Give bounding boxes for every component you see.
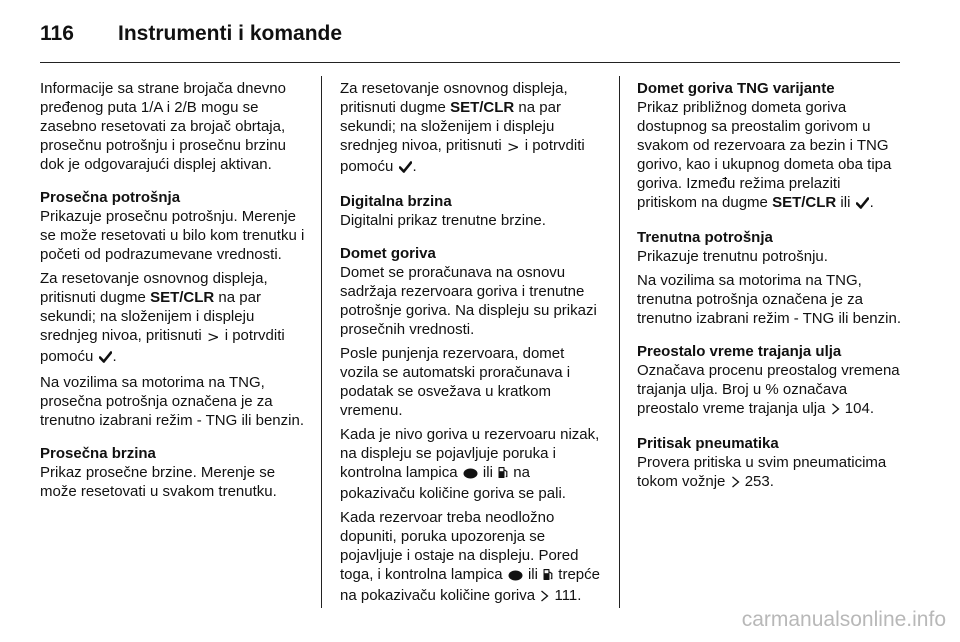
section-oil-life: [637, 342, 901, 420]
paragraph: Provera pritiska u svim pneumaticima tokom vožnje 253.: [637, 453, 901, 493]
warning-lamp-icon: [463, 465, 478, 484]
set-clr-button-label: SET/CLR: [150, 289, 215, 306]
page-reference-icon: [731, 474, 740, 493]
column-divider: [619, 76, 620, 608]
page-reference-icon: [831, 401, 840, 420]
section-digital-speed: [340, 192, 606, 230]
checkmark-icon: [399, 159, 412, 178]
section-tng-range: [637, 79, 901, 214]
checkmark-icon: [856, 195, 869, 214]
paragraph: Na vozilima sa motorima na TNG, trenutna potrošnja označena je za trenutno izabrani režim - TNG ili benzin.: [637, 272, 901, 327]
fuel-pump-icon: [498, 465, 508, 484]
paragraph: Prikaz približnog dometa goriva dostupnog sa preostalim gorivom u svakom od rezervoara za bezin i TNG gorivo, kao i ukupnog dometa oba tipa goriva. Između režima prelaziti pritiskom na dugme SET/CLR ili .: [637, 98, 901, 214]
fuel-pump-icon: [543, 567, 553, 586]
paragraph: Kada rezervoar treba neodložno dopuniti, poruka upozorenja se pojavljuje i ostaje na displeju. Pored toga, i kontrolna lampica ili trepće na pokazivaču količine goriva 111.: [340, 508, 606, 607]
warning-lamp-icon: [508, 567, 523, 586]
chapter-title: Instrumenti i komande: [118, 22, 343, 45]
paragraph: Na vozilima sa motorima na TNG, prosečna potrošnja označena je za trenutno izabrani režim - TNG ili benzin.: [40, 374, 304, 429]
paragraph: Prikaz prosečne brzine. Merenje se može resetovati u svakom trenutku.: [40, 464, 277, 500]
checkmark-icon: [99, 349, 112, 368]
page-reference[interactable]: 111: [554, 587, 578, 604]
section-heading: Domet goriva TNG varijante: [637, 80, 835, 97]
section-current-consumption: [637, 228, 901, 328]
section-heading: Prosečna brzina: [40, 445, 156, 462]
page-number: 116: [40, 22, 74, 45]
watermark: carmanualsonline.info: [741, 608, 946, 631]
column-divider: [321, 76, 322, 608]
column-1: [40, 79, 306, 515]
page-header: [40, 16, 342, 52]
header-rule: [40, 62, 900, 63]
chevron-right-icon: >: [506, 138, 520, 156]
paragraph: Označava procenu preostalog vremena trajanja ulja. Broj u % označava preostalo vreme trajanja ulja 104.: [637, 361, 901, 420]
paragraph: Kada je nivo goriva u rezervoaru nizak, na displeju se pojavljuje poruka i kontrolna lampica ili na pokazivaču količine goriva se pali.: [340, 426, 600, 502]
paragraph: Za resetovanje osnovnog displeja, pritisnuti dugme SET/CLR na par sekundi; na složenijem i displeju srednjeg nivoa, pritisnuti > i potrvditi pomoću .: [40, 269, 306, 368]
section-avg-speed: [40, 444, 306, 501]
column-3: [637, 79, 901, 507]
section-heading: Preostalo vreme trajanja ulja: [637, 343, 842, 360]
page-reference[interactable]: 253: [744, 473, 770, 490]
section-fuel-range: [340, 244, 606, 607]
set-clr-button-label: SET/CLR: [450, 99, 515, 116]
column-2: [340, 79, 606, 621]
paragraph: Prikazuje trenutnu potrošnju.: [637, 248, 828, 265]
section-heading: Trenutna potrošnja: [637, 229, 773, 246]
section-heading: Prosečna potrošnja: [40, 189, 181, 206]
page-reference[interactable]: 104: [844, 400, 870, 417]
section-heading: Domet goriva: [340, 245, 436, 262]
set-clr-button-label: SET/CLR: [772, 194, 837, 211]
page-reference-icon: [540, 588, 549, 607]
section-tyre-pressure: [637, 434, 901, 493]
paragraph: Domet se proračunava na osnovu sadržaja rezervoara goriva i trenutne potrošnje goriva. Na displeju su prikazi prosečnih vrednosti.: [340, 264, 597, 338]
section-heading: Digitalna brzina: [340, 193, 452, 210]
paragraph: Prikazuje prosečnu potrošnju. Merenje se može resetovati u bilo kom trenutku i početi od podrazumevane vrednosti.: [40, 208, 305, 263]
paragraph: Digitalni prikaz trenutne brzine.: [340, 212, 546, 229]
paragraph: Za resetovanje osnovnog displeja, pritisnuti dugme SET/CLR na par sekundi; na složenijem i displeju srednjeg nivoa, pritisnuti > i potrvditi pomoću .: [340, 79, 606, 178]
intro-paragraph: Informacije sa strane brojača dnevno pređenog puta 1/A i 2/B mogu se zasebno resetovati za brojač obrtaja, prosečnu potrošnju i prosečnu brzinu dok je odgovarajući displej aktivan.: [40, 80, 286, 173]
paragraph: Posle punjenja rezervoara, domet vozila se automatski proračunava i podatak se osvežava u kratkom vremenu.: [340, 345, 571, 419]
chevron-right-icon: >: [206, 328, 220, 346]
section-heading: Pritisak pneumatika: [637, 435, 779, 452]
section-avg-consumption: [40, 188, 306, 430]
